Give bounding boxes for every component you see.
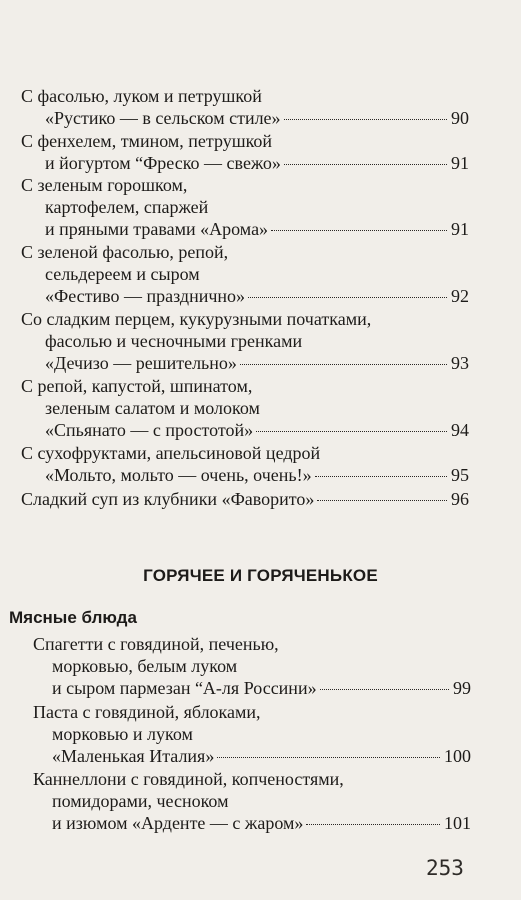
entry-line: Со сладким перцем, кукурузными початками, [21,309,372,329]
entry-line: морковью и луком [52,724,193,744]
entry-text: Сладкий суп из клубники «Фаворито» [21,489,315,509]
entry-line: Каннеллони с говядиной, копченостями, [33,769,344,789]
entry-text: и пряными травами «Арома» [45,219,269,239]
dot-leader [317,500,447,501]
entry-page-number: 92 [451,286,469,306]
entry-last-line [45,419,469,441]
entry-page-number: 96 [451,489,469,509]
entry-line: С фасолью, луком и петрушкой [21,86,262,106]
entry-text: «Рустико — в сельском стиле» [45,108,281,128]
entry-page-number: 95 [451,465,469,485]
entry-page-number: 101 [444,813,471,833]
entry-line: С зеленой фасолью, репой, [21,242,229,262]
entry-line: фасолью и чесночными гренками [45,331,303,351]
dot-leader [284,119,447,120]
entry-page-number: 100 [444,746,471,766]
entry-page-number: 91 [451,219,469,239]
section-title: ГОРЯЧЕЕ И ГОРЯЧЕНЬКОЕ [143,566,378,585]
entry-line: картофелем, спаржей [45,197,209,217]
dot-leader [256,431,447,432]
entry-last-line [45,152,469,174]
subsection-title: Мясные блюда [9,608,137,627]
entry-line: Паста с говядиной, яблоками, [33,702,261,722]
entry-page-number: 93 [451,353,469,373]
dot-leader [248,297,447,298]
entry-line: зеленым салатом и молоком [45,398,260,418]
entry-line: С репой, капустой, шпинатом, [21,376,253,396]
entry-last-line [45,285,469,307]
entry-page-number: 91 [451,153,469,173]
dot-leader [320,689,449,690]
entry-last-line [45,464,469,486]
entry-last-line [21,488,469,510]
entry-text: «Фестиво — празднично» [45,286,246,306]
entry-text: «Спьянато — с простотой» [45,420,254,440]
entry-page-number: 90 [451,108,469,128]
entry-line: помидорами, чесноком [52,791,229,811]
entry-line: Спагетти с говядиной, печенью, [33,634,279,654]
dot-leader [217,757,440,758]
entry-text: «Маленькая Италия» [52,746,215,766]
entry-text: и йогуртом “Фреско — свежо» [45,153,281,173]
entry-page-number: 99 [453,678,471,698]
entry-line: морковью, белым луком [52,656,238,676]
entry-last-line [45,218,469,240]
dot-leader [271,230,447,231]
entry-page-number: 94 [451,420,469,440]
page-number: 253 [426,856,464,880]
dot-leader [306,824,440,825]
entry-text: и изюмом «Арденте — с жаром» [52,813,304,833]
entry-last-line [52,677,471,699]
entry-text: «Дечизо — решительно» [45,353,237,373]
dot-leader [284,164,447,165]
entry-line: сельдереем и сыром [45,264,200,284]
entry-last-line [52,812,471,834]
dot-leader [240,364,447,365]
entry-last-line [52,745,471,767]
entry-line: С зеленым горошком, [21,175,188,195]
entry-text: «Мольто, мольто — очень, очень!» [45,465,312,485]
dot-leader [315,476,447,477]
entry-text: и сыром пармезан “А-ля Россини» [52,678,317,698]
entry-last-line [45,107,469,129]
entry-last-line [45,352,469,374]
entry-line: С сухофруктами, апельсиновой цедрой [21,443,321,463]
entry-line: С фенхелем, тмином, петрушкой [21,131,273,151]
